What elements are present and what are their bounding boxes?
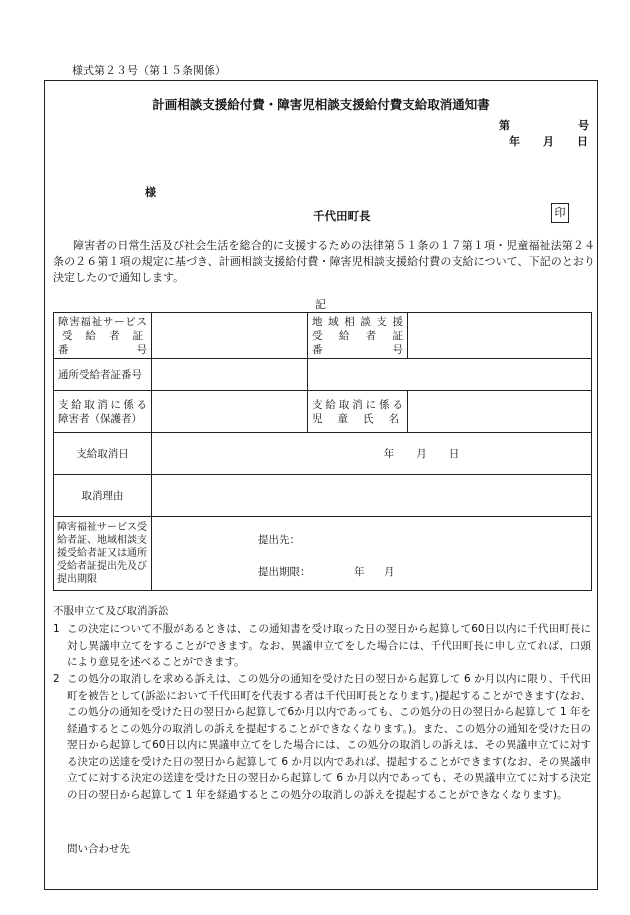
cancel-year: 年 [383, 447, 395, 460]
label-cancel-reason: 取消理由 [54, 475, 152, 517]
seal-stamp: 印 [551, 203, 569, 223]
body-paragraph: 障害者の日常生活及び社会生活を総合的に支援するための法律第５１条の１７第１項・児童福祉法第２４条の２６第１項の規定に基づき、計画相談支援給付費・障害児相談支援給付費の支給について、下記のとおり決定したので通知します。 [53, 239, 595, 284]
doc-number-dai: 第 [499, 119, 510, 132]
details-table [53, 312, 592, 591]
document-title: 計画相談支援給付費・障害児相談支援給付費支給取消通知書 [152, 97, 490, 112]
note-text: この決定について不服があるときは、この通知書を受け取った日の翌日から起算して60日以内に千代田町長に対し異議申立てをすることができます。なお、異議申立てをした場合には、千代田町長に申し立てれば、口頭により意見を述べることができます。 [67, 623, 591, 668]
label-line: 地域相談支援 [312, 315, 403, 328]
note-number: 1 [53, 623, 60, 635]
date-month: 月 [543, 135, 554, 148]
cancel-month: 月 [416, 447, 427, 460]
label-welfare-service-cert [54, 313, 152, 359]
note-number: 2 [53, 673, 60, 685]
row-certificate-numbers [54, 313, 592, 359]
notes-title: 不服申立て及び取消訴訟 [53, 605, 169, 617]
row-cancel-reason [54, 475, 592, 517]
deadline-month: 月 [384, 566, 395, 578]
cancel-date-field[interactable] [152, 433, 592, 475]
welfare-cert-number-field[interactable] [152, 313, 308, 359]
day-care-blank [308, 359, 592, 391]
row-persons [54, 391, 592, 433]
day-care-cert-number-field[interactable] [152, 359, 308, 391]
note-item-1 [53, 621, 591, 671]
deadline-year: 年 [354, 566, 365, 578]
label-line: 児童氏名 [312, 412, 399, 425]
label-community-support-cert [308, 313, 408, 359]
issuer-name: 千代田町長 [313, 209, 371, 223]
disabled-person-field[interactable] [152, 391, 308, 433]
label-line: 障害福祉サービス [58, 315, 147, 328]
note-item-2 [53, 671, 591, 803]
notice-frame [44, 80, 598, 890]
label-line: 受給者証 [312, 329, 403, 342]
community-cert-number-field[interactable] [408, 313, 592, 359]
date-day: 日 [577, 135, 588, 148]
cancel-day: 日 [448, 447, 460, 460]
label-disabled-person [54, 391, 152, 433]
cancel-reason-field[interactable] [152, 475, 592, 517]
label-line: 受給者証 [62, 329, 143, 342]
child-name-field[interactable] [408, 391, 592, 433]
label-child-name [308, 391, 408, 433]
label-line: 番号 [312, 343, 403, 356]
row-day-care-cert [54, 359, 592, 391]
label-submission: 障害福祉サービス受給者証、地域相談支援受給者証又は通所受給者証提出先及び提出期限 [54, 517, 152, 591]
label-line: 支給取消に係る [58, 398, 147, 411]
label-cancel-date: 支給取消日 [54, 433, 152, 475]
inquiry-label: 問い合わせ先 [67, 843, 130, 855]
submit-to-label: 提出先： [258, 534, 300, 546]
row-cancel-date [54, 433, 592, 475]
deadline-label: 提出期限： [258, 566, 311, 578]
label-line: 支給取消に係る [312, 398, 403, 411]
ki-heading: 記 [315, 298, 326, 311]
recipient-suffix: 様 [145, 186, 156, 199]
doc-number-go: 号 [578, 119, 589, 132]
date-year: 年 [509, 135, 520, 148]
form-number: 様式第２３号（第１５条関係） [72, 64, 226, 77]
note-text: この処分の取消しを求める訴えは、この処分の通知を受けた日の翌日から起算して 6 か月以内に限り、千代田町を被告として(訴訟において千代田町を代表する者は千代田町長となります。)提起することができます(なお、この処分の通知を受けた日の翌日から起算して6か月以内であっても、この処分の日の翌日から起算して 1 年を経過するとこの処分の取消しの訴えを提起することができなくなります。)。また、この処分の通知を受けた日の翌日から起算して60日以内に異議申立てをした場合には、この処分の取消しの訴えは、その異議申立てに対する決定の送達を受けた日の翌日から起算して 6 か月以内であれば、提起することができます(なお、その異議申立てに対する決定の送達を受けた日の翌日から起算して 6 か月以内であっても、その異議申立てに対する決定の日の翌日から起算して 1 年を経過するとこの処分の取消しの訴えを提起することができなくなります)。 [67, 673, 591, 801]
label-line: 番号 [58, 343, 147, 356]
label-line: 障害者（保護者） [58, 412, 142, 425]
submission-field[interactable] [152, 517, 592, 591]
row-submission [54, 517, 592, 591]
label-day-care-cert: 通所受給者証番号 [54, 359, 152, 391]
